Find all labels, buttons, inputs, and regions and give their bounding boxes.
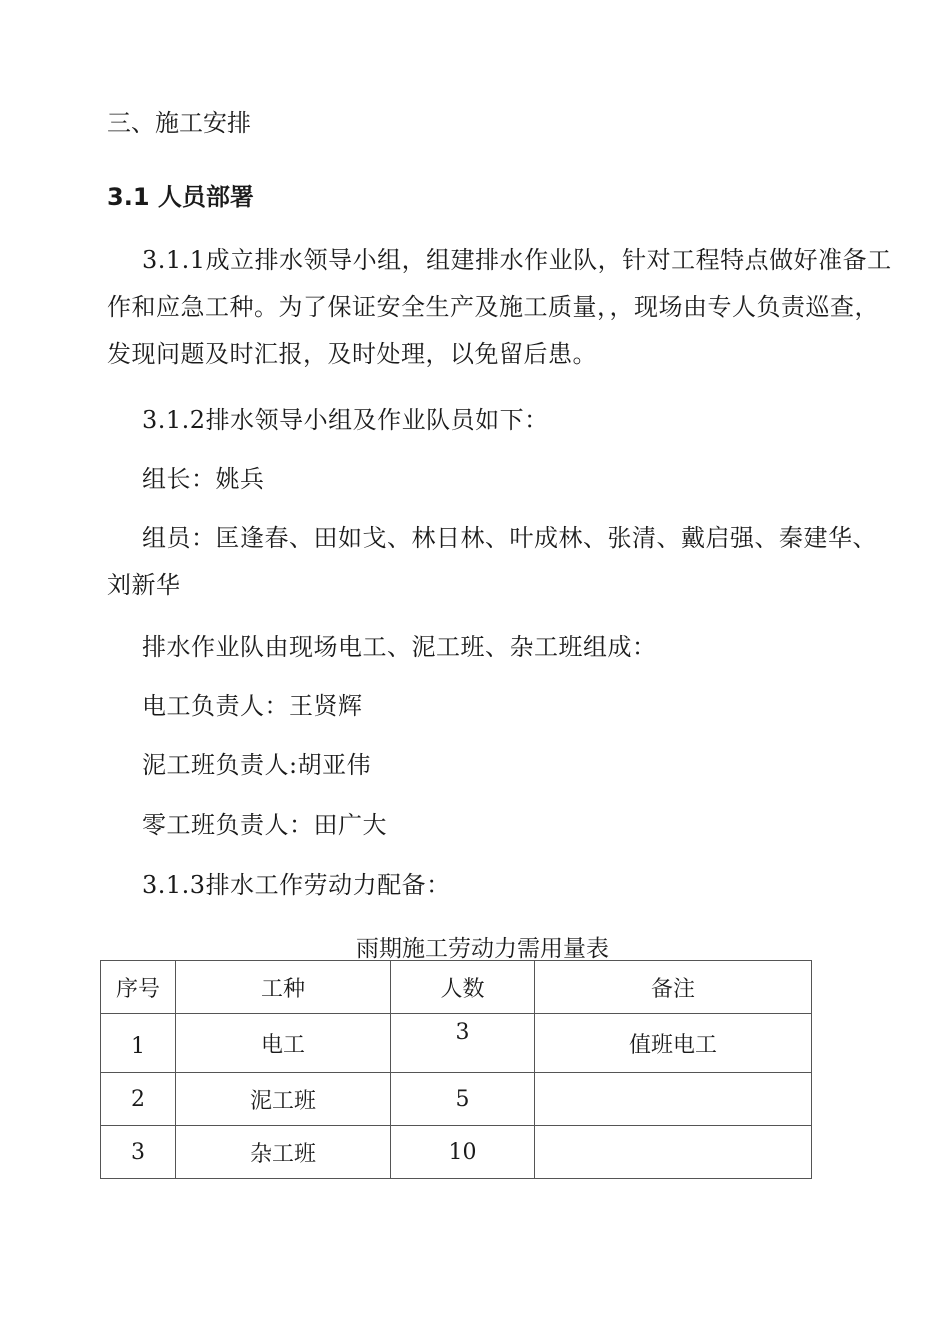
table-row	[101, 1073, 812, 1126]
paragraph-electrician-lead: 电工负责人：王贤辉	[142, 692, 363, 720]
header-cell-index: 序号	[101, 961, 176, 1014]
cell-count: 3	[391, 1014, 535, 1073]
header-cell-trade: 工种	[176, 961, 391, 1014]
paragraph-team-leader: 组长：姚兵	[142, 465, 265, 493]
paragraph-team-setup: 3.1.1成立排水领导小组，组建排水作业队，针对工程特点做好准备工作和应急工种。为了保证安全生产及施工质量，，现场由专人负责巡查，发现问题及时汇报，及时处理，以免留后患。	[107, 246, 892, 368]
cell-trade: 泥工班	[176, 1073, 391, 1126]
paragraph-labor-allocation: 3.1.3排水工作劳动力配备：	[142, 871, 451, 899]
table-row	[101, 1126, 812, 1179]
cell-index: 1	[101, 1014, 176, 1073]
section-title: 三、施工安排	[107, 109, 251, 137]
cell-count: 10	[391, 1126, 535, 1179]
paragraph-laborer-lead: 零工班负责人：田广大	[142, 811, 387, 839]
cell-count: 5	[391, 1073, 535, 1126]
labor-table	[100, 960, 812, 1179]
cell-remarks	[535, 1126, 812, 1179]
table-header-row	[101, 961, 812, 1014]
header-cell-remarks: 备注	[535, 961, 812, 1014]
cell-trade: 电工	[176, 1014, 391, 1073]
cell-index: 2	[101, 1073, 176, 1126]
subsection-title: 3.1 人员部署	[107, 183, 254, 211]
cell-trade: 杂工班	[176, 1126, 391, 1179]
table-row	[101, 1014, 812, 1073]
table-title: 雨期施工劳动力需用量表	[356, 936, 609, 962]
cell-remarks: 值班电工	[535, 1014, 812, 1073]
paragraph-team-list-intro: 3.1.2排水领导小组及作业队员如下：	[142, 406, 549, 434]
paragraph-mason-lead: 泥工班负责人:胡亚伟	[142, 751, 372, 779]
cell-index: 3	[101, 1126, 176, 1179]
paragraph-work-team: 排水作业队由现场电工、泥工班、杂工班组成：	[142, 633, 657, 661]
header-cell-count: 人数	[391, 961, 535, 1014]
cell-remarks	[535, 1073, 812, 1126]
paragraph-team-members: 组员：匡逢春、田如戈、林日林、叶成林、张清、戴启强、秦建华、刘新华	[107, 524, 877, 599]
